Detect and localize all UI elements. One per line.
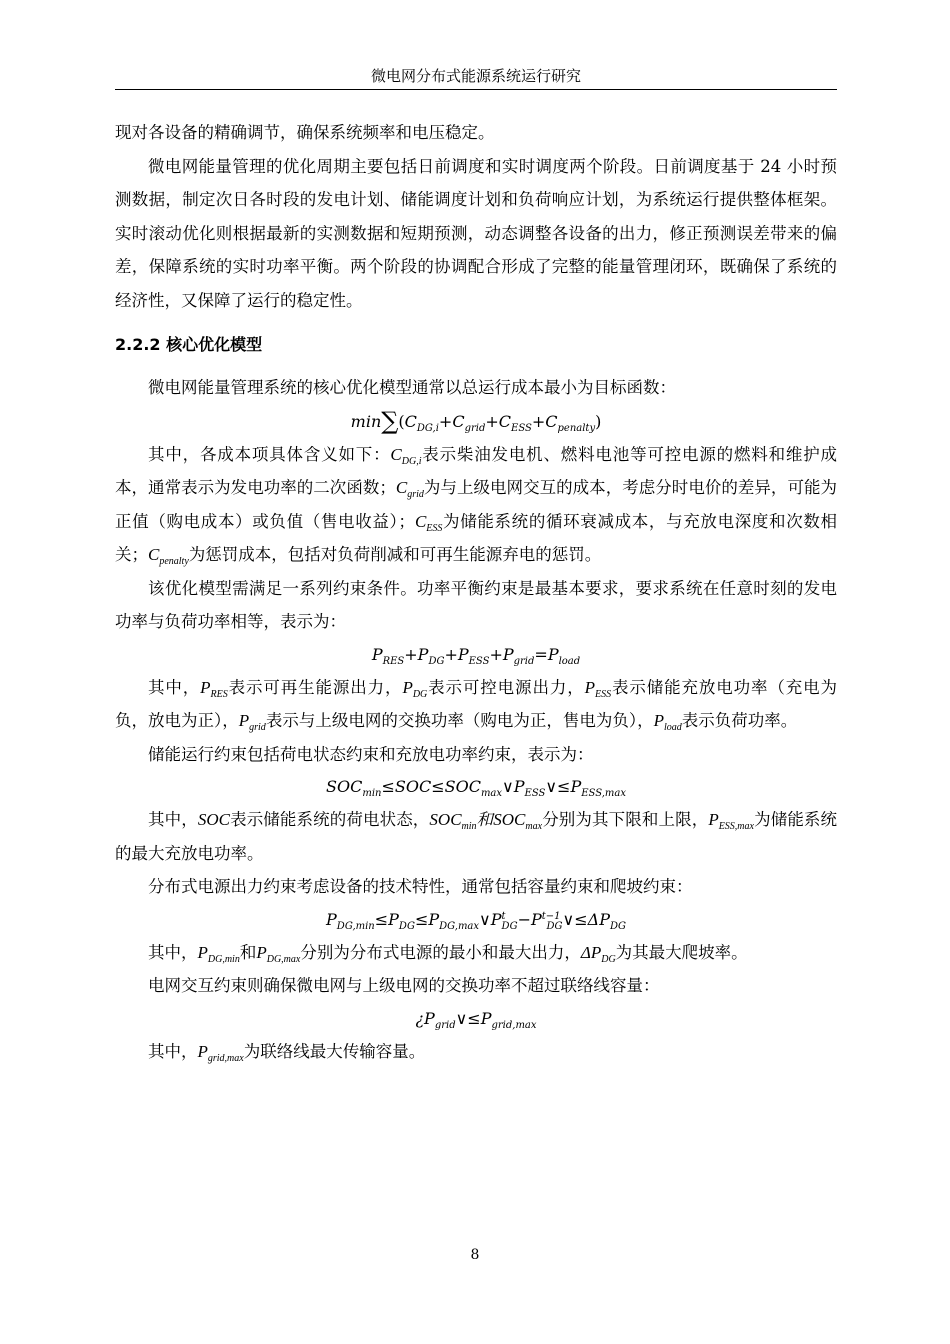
paragraph: 该优化模型需满足一系列约束条件。功率平衡约束是最基本要求，要求系统在任意时刻的发电功率与负荷功率相等，表示为： — [115, 578, 837, 631]
paragraph — [115, 671, 837, 738]
symbol-c-ess: $C_{ESS}$ — [414, 511, 443, 534]
power-balance-equation: $P_{RES}+P_{DG}+P_{ESS}+P_{grid}=P_{load}$ — [371, 644, 581, 667]
text-run: 分别为其下限和上限， — [542, 810, 709, 829]
symbol-p-dg-min: $P_{DG,min}$ — [197, 942, 240, 965]
symbol-p-ess: $P_{ESS}$ — [584, 677, 612, 700]
paragraph: 分布式电源出力约束考虑设备的技术特性，通常包括容量约束和爬坡约束： — [148, 877, 693, 896]
symbol-c-grid: $C_{grid}$ — [395, 478, 424, 500]
text-run: 为储能系统的最大充放电功率。 — [115, 810, 838, 863]
grid-constraint-equation: ¿$P_{grid}\vee\le P_{grid,max}$ — [415, 1008, 537, 1031]
paragraph: 电网交互约束则确保微电网与上级电网的交换功率不超过联络线容量： — [148, 976, 660, 995]
text-run: 和 — [239, 942, 257, 962]
text-run: 表示柴油发电机、燃料电池等可控电源的燃料和维护成本，通常表示为发电功率的二次函数； — [115, 444, 838, 497]
text-run: 表示储能充放电功率（充电为负，放电为正）， — [115, 677, 838, 730]
text-run: 表示负荷功率。 — [681, 711, 798, 730]
page-content — [115, 116, 837, 1068]
page-number: 8 — [470, 1247, 480, 1263]
page-header: 微电网分布式能源系统运行研究 — [370, 67, 581, 85]
symbol-soc-min: $SOC_{min}$ — [429, 810, 477, 832]
symbol-c-dg: $C_{DG,i}$ — [390, 444, 422, 467]
objective-equation: $\min\sum(C_{DG,i}+C_{grid}+C_{ESS}+C_{penalty})$ — [350, 406, 602, 435]
paragraph — [115, 803, 837, 870]
text-run: 其中， — [148, 677, 201, 697]
symbol-p-dg: $P_{DG}$ — [402, 677, 428, 700]
symbol-delta-p-dg: $\Delta P_{DG}$ — [580, 942, 616, 965]
storage-constraint-equation: $SOC_{min}\le SOC\le SOC_{max}\vee P_{ESS}\vee\le P_{ESS,max}$ — [326, 777, 626, 799]
text-run: 表示储能系统的荷电状态， — [229, 810, 430, 829]
text-run: 表示与上级电网的交换功率（购电为正，售电为负）， — [265, 711, 654, 730]
paragraph — [115, 936, 837, 970]
symbol-p-dg-max: $P_{DG,max}$ — [256, 942, 301, 965]
paragraph: 现对各设备的精确调节，确保系统频率和电压稳定。 — [115, 123, 495, 142]
paragraph: 微电网能量管理系统的核心优化模型通常以总运行成本最小为目标函数： — [148, 378, 676, 397]
header-rule — [115, 89, 837, 90]
text-run: 其中， — [148, 942, 198, 962]
paragraph: 微电网能量管理的优化周期主要包括日前调度和实时调度两个阶段。日前调度基于 24 小时预测数据，制定次日各时段的发电计划、储能调度计划和负荷响应计划，为系统运行提供整体框架。实时滚动优化则根据最新的实测数据和短期预测，动态调整各设备的出力，修正预测误差带来的偏差，保障系统的实时功率平衡。两个阶段的协调配合形成了完整的能量管理闭环，既确保了系统的经济性，又保障了运行的稳定性。 — [115, 156, 837, 310]
section-heading: 2.2.2 核心优化模型 — [115, 335, 263, 354]
symbol-c-penalty: $C_{penalty}$ — [148, 545, 189, 567]
text-run: 为与上级电网交互的成本，考虑分时电价的差异，可能为正值（购电成本）或负值（售电收益）； — [115, 478, 838, 531]
text-run: 和 — [476, 810, 494, 829]
symbol-p-grid-max: $P_{grid,max}$ — [197, 1041, 244, 1064]
text-run: 为惩罚成本，包括对负荷削减和可再生能源弃电的惩罚。 — [188, 545, 602, 564]
text-run: 为储能系统的循环衰减成本，与充放电深度和次数相关； — [115, 511, 838, 564]
symbol-p-grid: $P_{grid}$ — [238, 711, 266, 733]
paragraph — [115, 1035, 837, 1069]
text-run: 其中， — [148, 810, 198, 829]
dg-constraint-equation: $P_{DG,min}\le P_{DG}\le P_{DG,max}\vee P^t_{DG}-P^{t-1}_{DG}\vee\le\Delta P_{DG}$ — [326, 909, 626, 932]
symbol-p-load: $P_{load}$ — [653, 711, 682, 733]
symbol-p-ess-max: $P_{ESS,max}$ — [708, 810, 754, 832]
text-run: 分别为分布式电源的最小和最大出力， — [300, 942, 581, 962]
text-run: 其中，各成本项具体含义如下： — [148, 444, 391, 464]
symbol-soc: SOC — [197, 810, 230, 829]
paragraph: 储能运行约束包括荷电状态约束和充放电功率约束，表示为： — [148, 744, 594, 764]
text-run: 其中， — [148, 1041, 198, 1061]
symbol-p-res: $P_{RES}$ — [200, 677, 228, 700]
text-run: 为其最大爬坡率。 — [615, 942, 748, 962]
text-run: 表示可再生能源出力， — [227, 677, 403, 697]
symbol-soc-max: $SOC_{max}$ — [493, 810, 543, 832]
paragraph — [115, 438, 837, 572]
text-run: 为联络线最大传输容量。 — [243, 1041, 426, 1061]
text-run: 表示可控电源出力， — [427, 677, 585, 697]
